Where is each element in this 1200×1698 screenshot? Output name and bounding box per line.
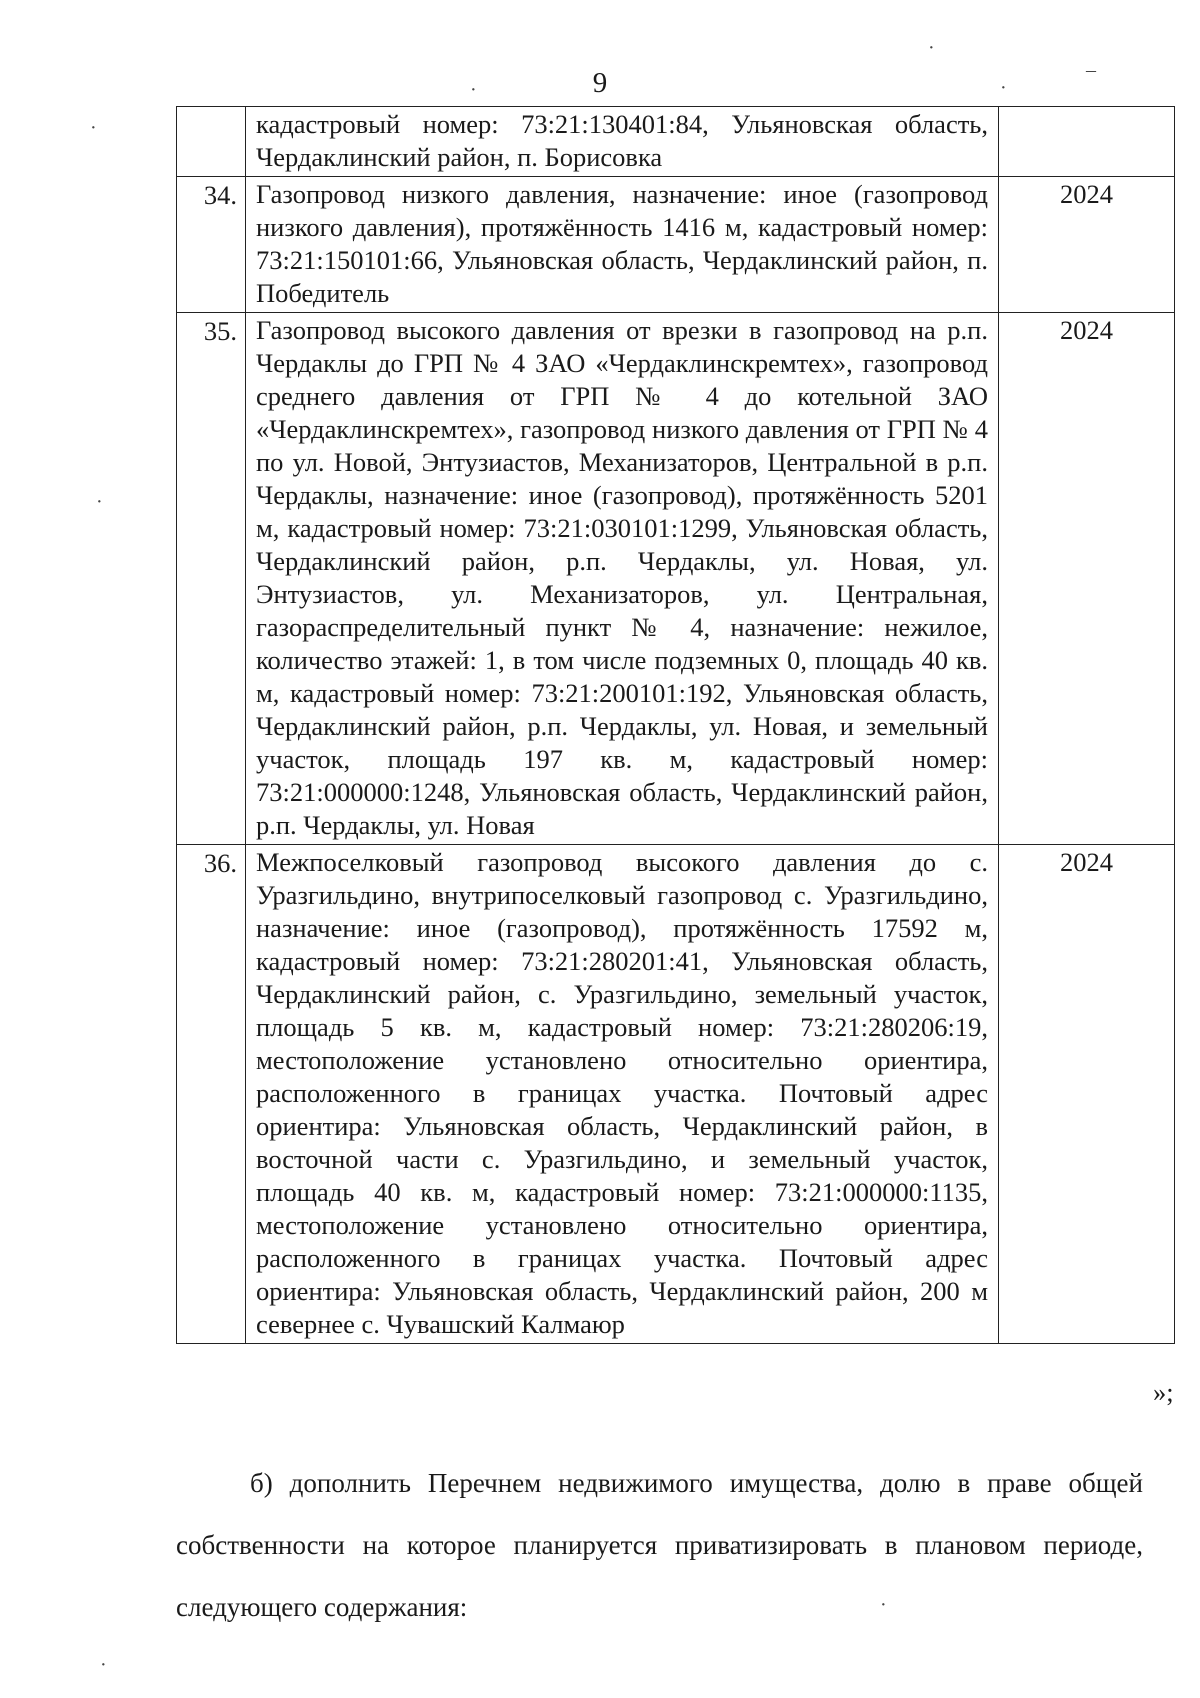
- table-row: [177, 107, 1175, 177]
- row-description: Межпоселковый газопровод высокого давления до с. Уразгильдино, внутрипоселковый газопровод с. Уразгильдино, назначение: иное (газопровод), протяжённость 17592 м, кадастровый номер: 73:21:280201:41, Ульяновская область, Чердаклинский район, с. Уразгильдино, земельный участок, площадь 5 кв. м, кадастровый номер: 73:21:280206:19, местоположение установлено относительно ориентира, расположенного в границах участка. Почтовый адрес ориентира: Ульяновская область, Чердаклинский район, в восточной части с. Уразгильдино, и земельный участок, площадь 40 кв. м, кадастровый номер: 73:21:000000:1135, местоположение установлено относительно ориентира, расположенного в границах участка. Почтовый адрес ориентира: Ульяновская область, Чердаклинский район, 200 м севернее с. Чувашский Калмаюр: [246, 845, 999, 1344]
- scan-speck: ·: [90, 117, 97, 139]
- page-number: 9: [592, 67, 608, 99]
- row-description: кадастровый номер: 73:21:130401:84, Ульяновская область, Чердаклинский район, п. Борисовка: [246, 107, 999, 177]
- scan-speck: ·: [880, 1594, 887, 1616]
- scan-speck: ·: [96, 491, 103, 513]
- scan-speck: ·: [470, 79, 477, 101]
- table-row: [177, 313, 1175, 845]
- scan-speck: –: [1086, 59, 1096, 81]
- row-number: 34.: [177, 177, 246, 313]
- row-number: 35.: [177, 313, 246, 845]
- row-description: Газопровод низкого давления, назначение: иное (газопровод низкого давления), протяжённость 1416 м, кадастровый номер: 73:21:150101:66, Ульяновская область, Чердаклинский район, п. Победитель: [246, 177, 999, 313]
- table-row: [177, 845, 1175, 1344]
- scan-speck: ·: [1000, 77, 1007, 99]
- row-year: 2024: [999, 177, 1175, 313]
- scan-speck: ·: [928, 37, 935, 59]
- closing-quote: »;: [1153, 1377, 1174, 1407]
- row-year: [999, 107, 1175, 177]
- row-year: 2024: [999, 313, 1175, 845]
- row-description: Газопровод высокого давления от врезки в газопровод на р.п. Чердаклы до ГРП № 4 ЗАО «Чердаклинскремтех», газопровод среднего давления от ГРП № 4 до котельной ЗАО «Чердаклинскремтех», газопровод низкого давления от ГРП № 4 по ул. Новой, Энтузиастов, Механизаторов, Центральной в р.п. Чердаклы, назначение: иное (газопровод), протяжённость 5201 м, кадастровый номер: 73:21:030101:1299, Ульяновская область, Чердаклинский район, р.п. Чердаклы, ул. Новая, ул. Энтузиастов, ул. Механизаторов, ул. Центральная, газораспределительный пункт № 4, назначение: нежилое, количество этажей: 1, в том числе подземных 0, площадь 40 кв. м, кадастровый номер: 73:21:200101:192, Ульяновская область, Чердаклинский район, р.п. Чердаклы, ул. Новая, и земельный участок, площадь 197 кв. м, кадастровый номер: 73:21:000000:1248, Ульяновская область, Чердаклинский район, р.п. Чердаклы, ул. Новая: [246, 313, 999, 845]
- scan-speck: ·: [100, 1654, 107, 1676]
- row-number: [177, 107, 246, 177]
- table-row: [177, 177, 1175, 313]
- row-year: 2024: [999, 845, 1175, 1344]
- property-table: [176, 106, 1175, 1344]
- body-paragraph: б) дополнить Перечнем недвижимого имущества, долю в праве общей собственности на которое планируется приватизировать в плановом периоде, следующего содержания:: [176, 1468, 1143, 1622]
- row-number: 36.: [177, 845, 246, 1344]
